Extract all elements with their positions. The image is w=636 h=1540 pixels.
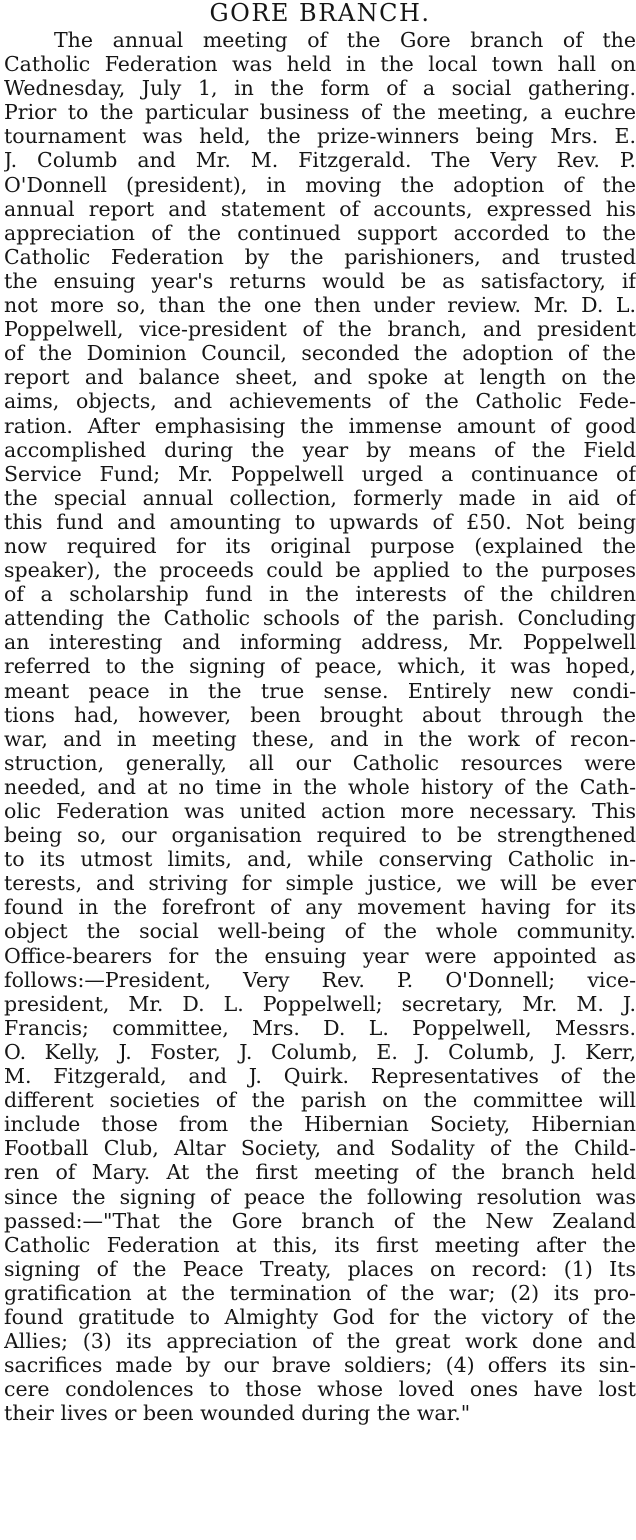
body-line: Wednesday, July 1, in the form of a social gathering.: [4, 76, 636, 101]
body-line: the special annual collection, formerly made in aid of: [4, 485, 636, 510]
body-line: since the signing of peace the following resolution was: [4, 1184, 636, 1209]
body-line: Catholic Federation by the parishioners, and trusted: [4, 244, 636, 269]
body-line: M. Fitzgerald, and J. Quirk. Representatives of the: [4, 1064, 636, 1089]
body-line: appreciation of the continued support accorded to the: [4, 220, 636, 245]
body-line: O. Kelly, J. Foster, J. Columb, E. J. Columb, J. Kerr,: [4, 1039, 636, 1064]
body-line: passed:—"That the Gore branch of the New Zealand: [4, 1208, 636, 1233]
body-line: cere condolences to those whose loved ones have lost: [4, 1377, 636, 1402]
body-line: include those from the Hibernian Society, Hibernian: [4, 1112, 636, 1137]
body-line: Prior to the particular business of the meeting, a euchre: [4, 100, 636, 125]
body-line: needed, and at no time in the whole history of the Cath-: [4, 774, 636, 799]
body-line: speaker), the proceeds could be applied to the purposes: [4, 558, 636, 583]
body-line: meant peace in the true sense. Entirely new condi-: [4, 678, 636, 703]
body-line: Allies; (3) its appreciation of the great work done and: [4, 1329, 636, 1354]
body-line: Catholic Federation at this, its first meeting after the: [4, 1232, 636, 1257]
body-line: aims, objects, and achievements of the Catholic Fede-: [4, 389, 636, 414]
body-line: war, and in meeting these, and in the work of recon-: [4, 726, 636, 751]
body-line: terests, and striving for simple justice, we will be ever: [4, 871, 636, 896]
body-line: ration. After emphasising the immense amount of good: [4, 413, 636, 438]
body-line: O'Donnell (president), in moving the adoption of the: [4, 172, 636, 197]
body-line: an interesting and informing address, Mr. Poppelwell: [4, 630, 636, 655]
body-line: Service Fund; Mr. Poppelwell urged a continuance of: [4, 461, 636, 486]
body-line: J. Columb and Mr. M. Fitzgerald. The Very Rev. P.: [4, 148, 636, 173]
body-line: president, Mr. D. L. Poppelwell; secretary, Mr. M. J.: [4, 991, 636, 1016]
body-line: now required for its original purpose (explained the: [4, 533, 636, 558]
body-line: Office-bearers for the ensuing year were appointed as: [4, 943, 636, 968]
body-line: object the social well-being of the whole community.: [4, 919, 636, 944]
body-line: signing of the Peace Treaty, places on record: (1) Its: [4, 1256, 636, 1281]
body-line: different societies of the parish on the committee will: [4, 1088, 636, 1113]
body-line: their lives or been wounded during the war.": [4, 1401, 471, 1426]
body-line: follows:—President, Very Rev. P. O'Donnell; vice-: [4, 967, 636, 992]
body-line: olic Federation was united action more necessary. This: [4, 799, 636, 823]
article-body: [4, 28, 636, 1425]
body-line: Catholic Federation was held in the local town hall on: [4, 52, 636, 77]
body-line: ren of Mary. At the first meeting of the branch held: [4, 1160, 636, 1185]
body-line: referred to the signing of peace, which, it was hoped,: [4, 654, 636, 679]
body-line: tournament was held, the prize-winners being Mrs. E.: [4, 124, 636, 149]
body-line: this fund and amounting to upwards of £50. Not being: [4, 509, 636, 534]
body-line: not more so, than the one then under review. Mr. D. L.: [4, 293, 636, 318]
body-line: The annual meeting of the Gore branch of the: [54, 28, 636, 52]
body-line: attending the Catholic schools of the parish. Concluding: [4, 606, 636, 631]
body-line: struction, generally, all our Catholic resources were: [4, 750, 636, 775]
body-line: accomplished during the year by means of the Field: [4, 437, 636, 462]
body-line: Football Club, Altar Society, and Sodality of the Child-: [4, 1136, 636, 1161]
body-line: the ensuing year's returns would be as satisfactory, if: [4, 268, 636, 293]
body-line: of a scholarship fund in the interests of the children: [4, 582, 636, 607]
article-heading: GORE BRANCH.: [209, 0, 431, 27]
body-line: annual report and statement of accounts, expressed his: [4, 196, 636, 221]
body-line: found gratitude to Almighty God for the victory of the: [4, 1304, 636, 1329]
body-line: Francis; committee, Mrs. D. L. Poppelwell, Messrs.: [4, 1015, 636, 1040]
body-line: of the Dominion Council, seconded the adoption of the: [4, 341, 636, 366]
body-line: to its utmost limits, and, while conserving Catholic in-: [4, 847, 636, 872]
body-line: report and balance sheet, and spoke at length on the: [4, 365, 636, 390]
body-line: sacrifices made by our brave soldiers; (4) offers its sin-: [4, 1353, 636, 1378]
body-line: gratification at the termination of the war; (2) its pro-: [4, 1280, 636, 1305]
body-line: being so, our organisation required to be strengthened: [4, 823, 636, 848]
body-line: found in the forefront of any movement having for its: [4, 895, 636, 920]
body-line: Poppelwell, vice-president of the branch, and president: [4, 317, 636, 342]
body-line: tions had, however, been brought about through the: [4, 702, 636, 727]
